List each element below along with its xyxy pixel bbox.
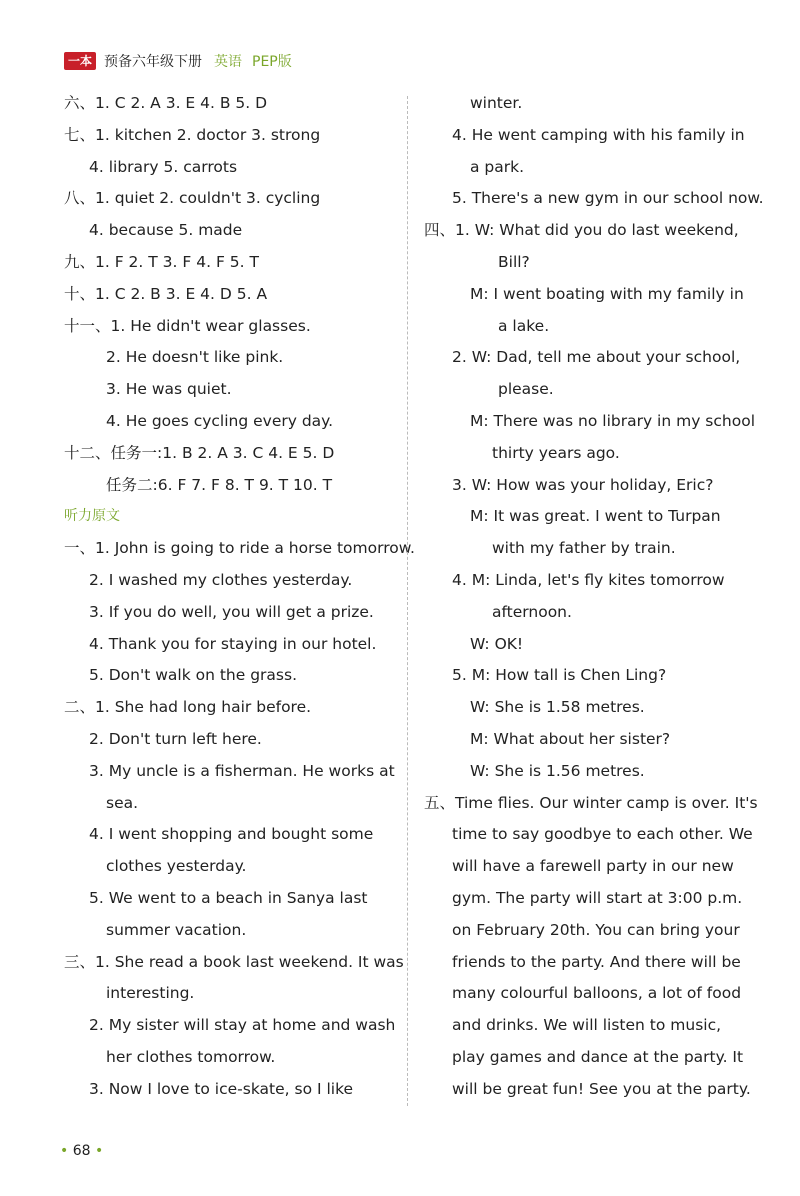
answer-line: 3. He was quiet. [106, 380, 232, 399]
transcript-line: M: I went boating with my family in [470, 284, 744, 303]
edition-label: PEP版 [252, 54, 292, 70]
transcript-line: will have a farewell party in our new [452, 857, 734, 876]
answer-line: 八、1. quiet 2. couldn't 3. cycling [64, 189, 321, 208]
transcript-line: winter. [470, 94, 523, 112]
section-heading: 听力原文 [64, 508, 120, 525]
transcript-line: with my father by train. [492, 539, 676, 558]
transcript-line: 4. He went camping with his family in [452, 125, 745, 144]
transcript-line: W: OK! [470, 634, 524, 653]
transcript-line: 五、Time flies. Our winter camp is over. It's [424, 793, 758, 812]
transcript-line: interesting. [106, 984, 195, 1003]
transcript-line: 5. We went to a beach in Sanya last [89, 888, 368, 907]
answer-line: 十一、1. He didn't wear glasses. [64, 316, 311, 335]
transcript-line: 三、1. She read a book last weekend. It was [64, 952, 404, 971]
transcript-line: sea. [106, 793, 139, 812]
transcript-line: 二、1. She had long hair before. [64, 698, 312, 717]
transcript-line: 4. Thank you for staying in our hotel. [89, 634, 377, 653]
transcript-line: summer vacation. [106, 920, 247, 939]
transcript-line: M: What about her sister? [470, 729, 671, 748]
subject-label: 英语 [214, 54, 243, 70]
transcript-line: please. [498, 380, 554, 399]
publisher-logo: 一本 [64, 52, 96, 70]
transcript-line: 5. Don't walk on the grass. [89, 666, 297, 685]
transcript-line: time to say goodbye to each other. We [452, 825, 753, 844]
transcript-line: 2. W: Dad, tell me about your school, [452, 348, 741, 367]
transcript-line: 3. W: How was your holiday, Eric? [452, 475, 714, 494]
transcript-line: a lake. [498, 316, 550, 335]
transcript-line: Bill? [498, 252, 530, 271]
transcript-line: play games and dance at the party. It [452, 1047, 744, 1066]
transcript-line: thirty years ago. [492, 443, 620, 462]
transcript-line: on February 20th. You can bring your [452, 920, 740, 939]
answer-line: 六、1. C 2. A 3. E 4. B 5. D [64, 94, 268, 112]
column-divider [407, 96, 408, 1106]
transcript-line: gym. The party will start at 3:00 p.m. [452, 888, 743, 907]
answer-line: 4. because 5. made [89, 221, 243, 240]
transcript-line: a park. [470, 157, 525, 176]
transcript-line: 3. Now I love to ice-skate, so I like [89, 1079, 354, 1098]
transcript-line: 一、1. John is going to ride a horse tomorrow. [64, 539, 415, 558]
transcript-line: friends to the party. And there will be [452, 952, 741, 971]
bullet-dot-icon: • [95, 1143, 104, 1159]
transcript-line: M: There was no library in my school [470, 411, 756, 430]
transcript-line: 2. I washed my clothes yesterday. [89, 570, 353, 589]
transcript-line: W: She is 1.58 metres. [470, 698, 645, 717]
page-number: 68 [72, 1143, 91, 1159]
transcript-line: 2. Don't turn left here. [89, 729, 262, 748]
left-column [64, 88, 415, 1106]
transcript-line: 3. My uncle is a fisherman. He works at [89, 761, 395, 780]
transcript-line: her clothes tomorrow. [106, 1047, 276, 1066]
answer-line: 2. He doesn't like pink. [106, 348, 284, 367]
transcript-line: 2. My sister will stay at home and wash [89, 1016, 396, 1035]
page-footer [60, 1143, 103, 1159]
answer-line: 十、1. C 2. B 3. E 4. D 5. A [64, 284, 268, 303]
answer-line: 七、1. kitchen 2. doctor 3. strong [64, 125, 321, 144]
transcript-line: afternoon. [492, 602, 572, 621]
transcript-line: will be great fun! See you at the party. [452, 1079, 751, 1098]
transcript-line: 3. If you do well, you will get a prize. [89, 602, 374, 621]
answer-line: 九、1. F 2. T 3. F 4. F 5. T [64, 252, 259, 271]
transcript-line: and drinks. We will listen to music, [452, 1016, 722, 1035]
right-column [424, 88, 764, 1106]
transcript-line: 4. M: Linda, let's fly kites tomorrow [452, 570, 725, 589]
answer-line: 十二、任务一:1. B 2. A 3. C 4. E 5. D [64, 443, 335, 462]
transcript-line: many colourful balloons, a lot of food [452, 984, 742, 1003]
book-title: 预备六年级下册 [104, 54, 203, 70]
bullet-dot-icon: • [60, 1143, 69, 1159]
transcript-line: M: It was great. I went to Turpan [470, 507, 721, 526]
transcript-line: 4. I went shopping and bought some [89, 825, 374, 844]
transcript-line: clothes yesterday. [106, 857, 247, 876]
transcript-line: 5. M: How tall is Chen Ling? [452, 666, 667, 685]
answer-line: 4. library 5. carrots [89, 157, 238, 176]
transcript-line: 5. There's a new gym in our school now. [452, 189, 764, 208]
transcript-line: W: She is 1.56 metres. [470, 761, 645, 780]
page-header [64, 50, 292, 72]
answer-line: 4. He goes cycling every day. [106, 411, 334, 430]
answer-line: 任务二:6. F 7. F 8. T 9. T 10. T [106, 475, 333, 494]
transcript-line: 四、1. W: What did you do last weekend, [424, 221, 739, 240]
